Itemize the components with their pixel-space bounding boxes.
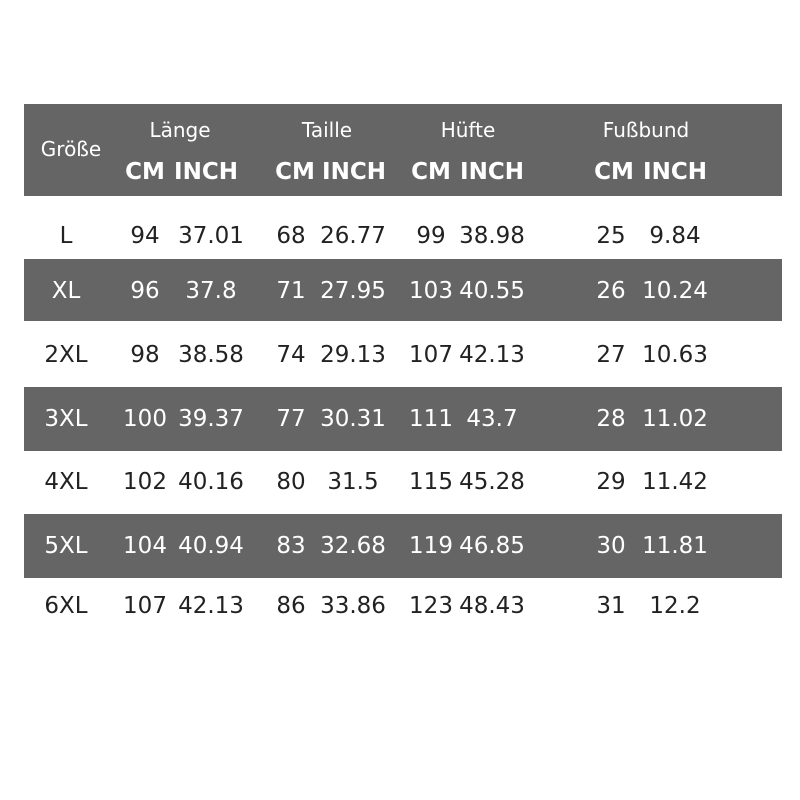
measure-cell: 38.58: [178, 341, 244, 368]
measure-cell: 45.28: [459, 468, 525, 495]
measure-cell: 11.02: [642, 405, 708, 432]
size-cell: 4XL: [44, 468, 88, 495]
column-group-hip: Hüfte: [440, 118, 496, 142]
measure-cell: 30: [596, 532, 626, 559]
measure-cell: 31: [596, 592, 626, 619]
size-column-header: Größe: [40, 137, 102, 161]
measure-cell: 25: [596, 222, 626, 249]
measure-cell: 28: [596, 405, 626, 432]
measure-cell: 10.63: [642, 341, 708, 368]
measure-cell: 32.68: [320, 532, 386, 559]
measure-cell: 96: [130, 277, 160, 304]
measure-cell: 30.31: [320, 405, 386, 432]
unit-cm-length: CM: [125, 158, 165, 185]
measure-cell: 104: [123, 532, 167, 559]
size-cell: 5XL: [44, 532, 88, 559]
measure-cell: 107: [409, 341, 453, 368]
unit-cm-hem: CM: [594, 158, 634, 185]
measure-cell: 71: [276, 277, 306, 304]
measure-cell: 26.77: [320, 222, 386, 249]
measure-cell: 37.8: [185, 277, 237, 304]
measure-cell: 9.84: [649, 222, 701, 249]
measure-cell: 74: [276, 341, 306, 368]
measure-cell: 103: [409, 277, 453, 304]
measure-cell: 107: [123, 592, 167, 619]
unit-inch-hip: INCH: [460, 158, 524, 185]
measure-cell: 83: [276, 532, 306, 559]
measure-cell: 26: [596, 277, 626, 304]
measure-cell: 102: [123, 468, 167, 495]
measure-cell: 12.2: [649, 592, 701, 619]
measure-cell: 98: [130, 341, 160, 368]
measure-cell: 99: [416, 222, 446, 249]
measure-cell: 37.01: [178, 222, 244, 249]
measure-cell: 40.55: [459, 277, 525, 304]
measure-cell: 40.94: [178, 532, 244, 559]
measure-cell: 48.43: [459, 592, 525, 619]
measure-cell: 86: [276, 592, 306, 619]
size-cell: XL: [51, 277, 81, 304]
measure-cell: 11.42: [642, 468, 708, 495]
unit-cm-waist: CM: [275, 158, 315, 185]
size-cell: L: [59, 222, 73, 249]
measure-cell: 27: [596, 341, 626, 368]
measure-cell: 77: [276, 405, 306, 432]
column-group-waist: Taille: [301, 118, 353, 142]
measure-cell: 94: [130, 222, 160, 249]
measure-cell: 29: [596, 468, 626, 495]
size-cell: 6XL: [44, 592, 88, 619]
unit-cm-hip: CM: [411, 158, 451, 185]
measure-cell: 43.7: [466, 405, 518, 432]
measure-cell: 10.24: [642, 277, 708, 304]
measure-cell: 46.85: [459, 532, 525, 559]
measure-cell: 11.81: [642, 532, 708, 559]
measure-cell: 111: [409, 405, 453, 432]
size-cell: 3XL: [44, 405, 88, 432]
measure-cell: 39.37: [178, 405, 244, 432]
unit-inch-hem: INCH: [643, 158, 707, 185]
measure-cell: 115: [409, 468, 453, 495]
measure-cell: 42.13: [178, 592, 244, 619]
measure-cell: 38.98: [459, 222, 525, 249]
measure-cell: 40.16: [178, 468, 244, 495]
measure-cell: 119: [409, 532, 453, 559]
measure-cell: 68: [276, 222, 306, 249]
unit-inch-waist: INCH: [322, 158, 386, 185]
size-cell: 2XL: [44, 341, 88, 368]
measure-cell: 29.13: [320, 341, 386, 368]
measure-cell: 27.95: [320, 277, 386, 304]
measure-cell: 80: [276, 468, 306, 495]
column-group-hem: Fußbund: [602, 118, 690, 142]
column-group-length: Länge: [149, 118, 211, 142]
measure-cell: 33.86: [320, 592, 386, 619]
measure-cell: 123: [409, 592, 453, 619]
measure-cell: 100: [123, 405, 167, 432]
measure-cell: 31.5: [327, 468, 379, 495]
unit-inch-length: INCH: [174, 158, 238, 185]
measure-cell: 42.13: [459, 341, 525, 368]
